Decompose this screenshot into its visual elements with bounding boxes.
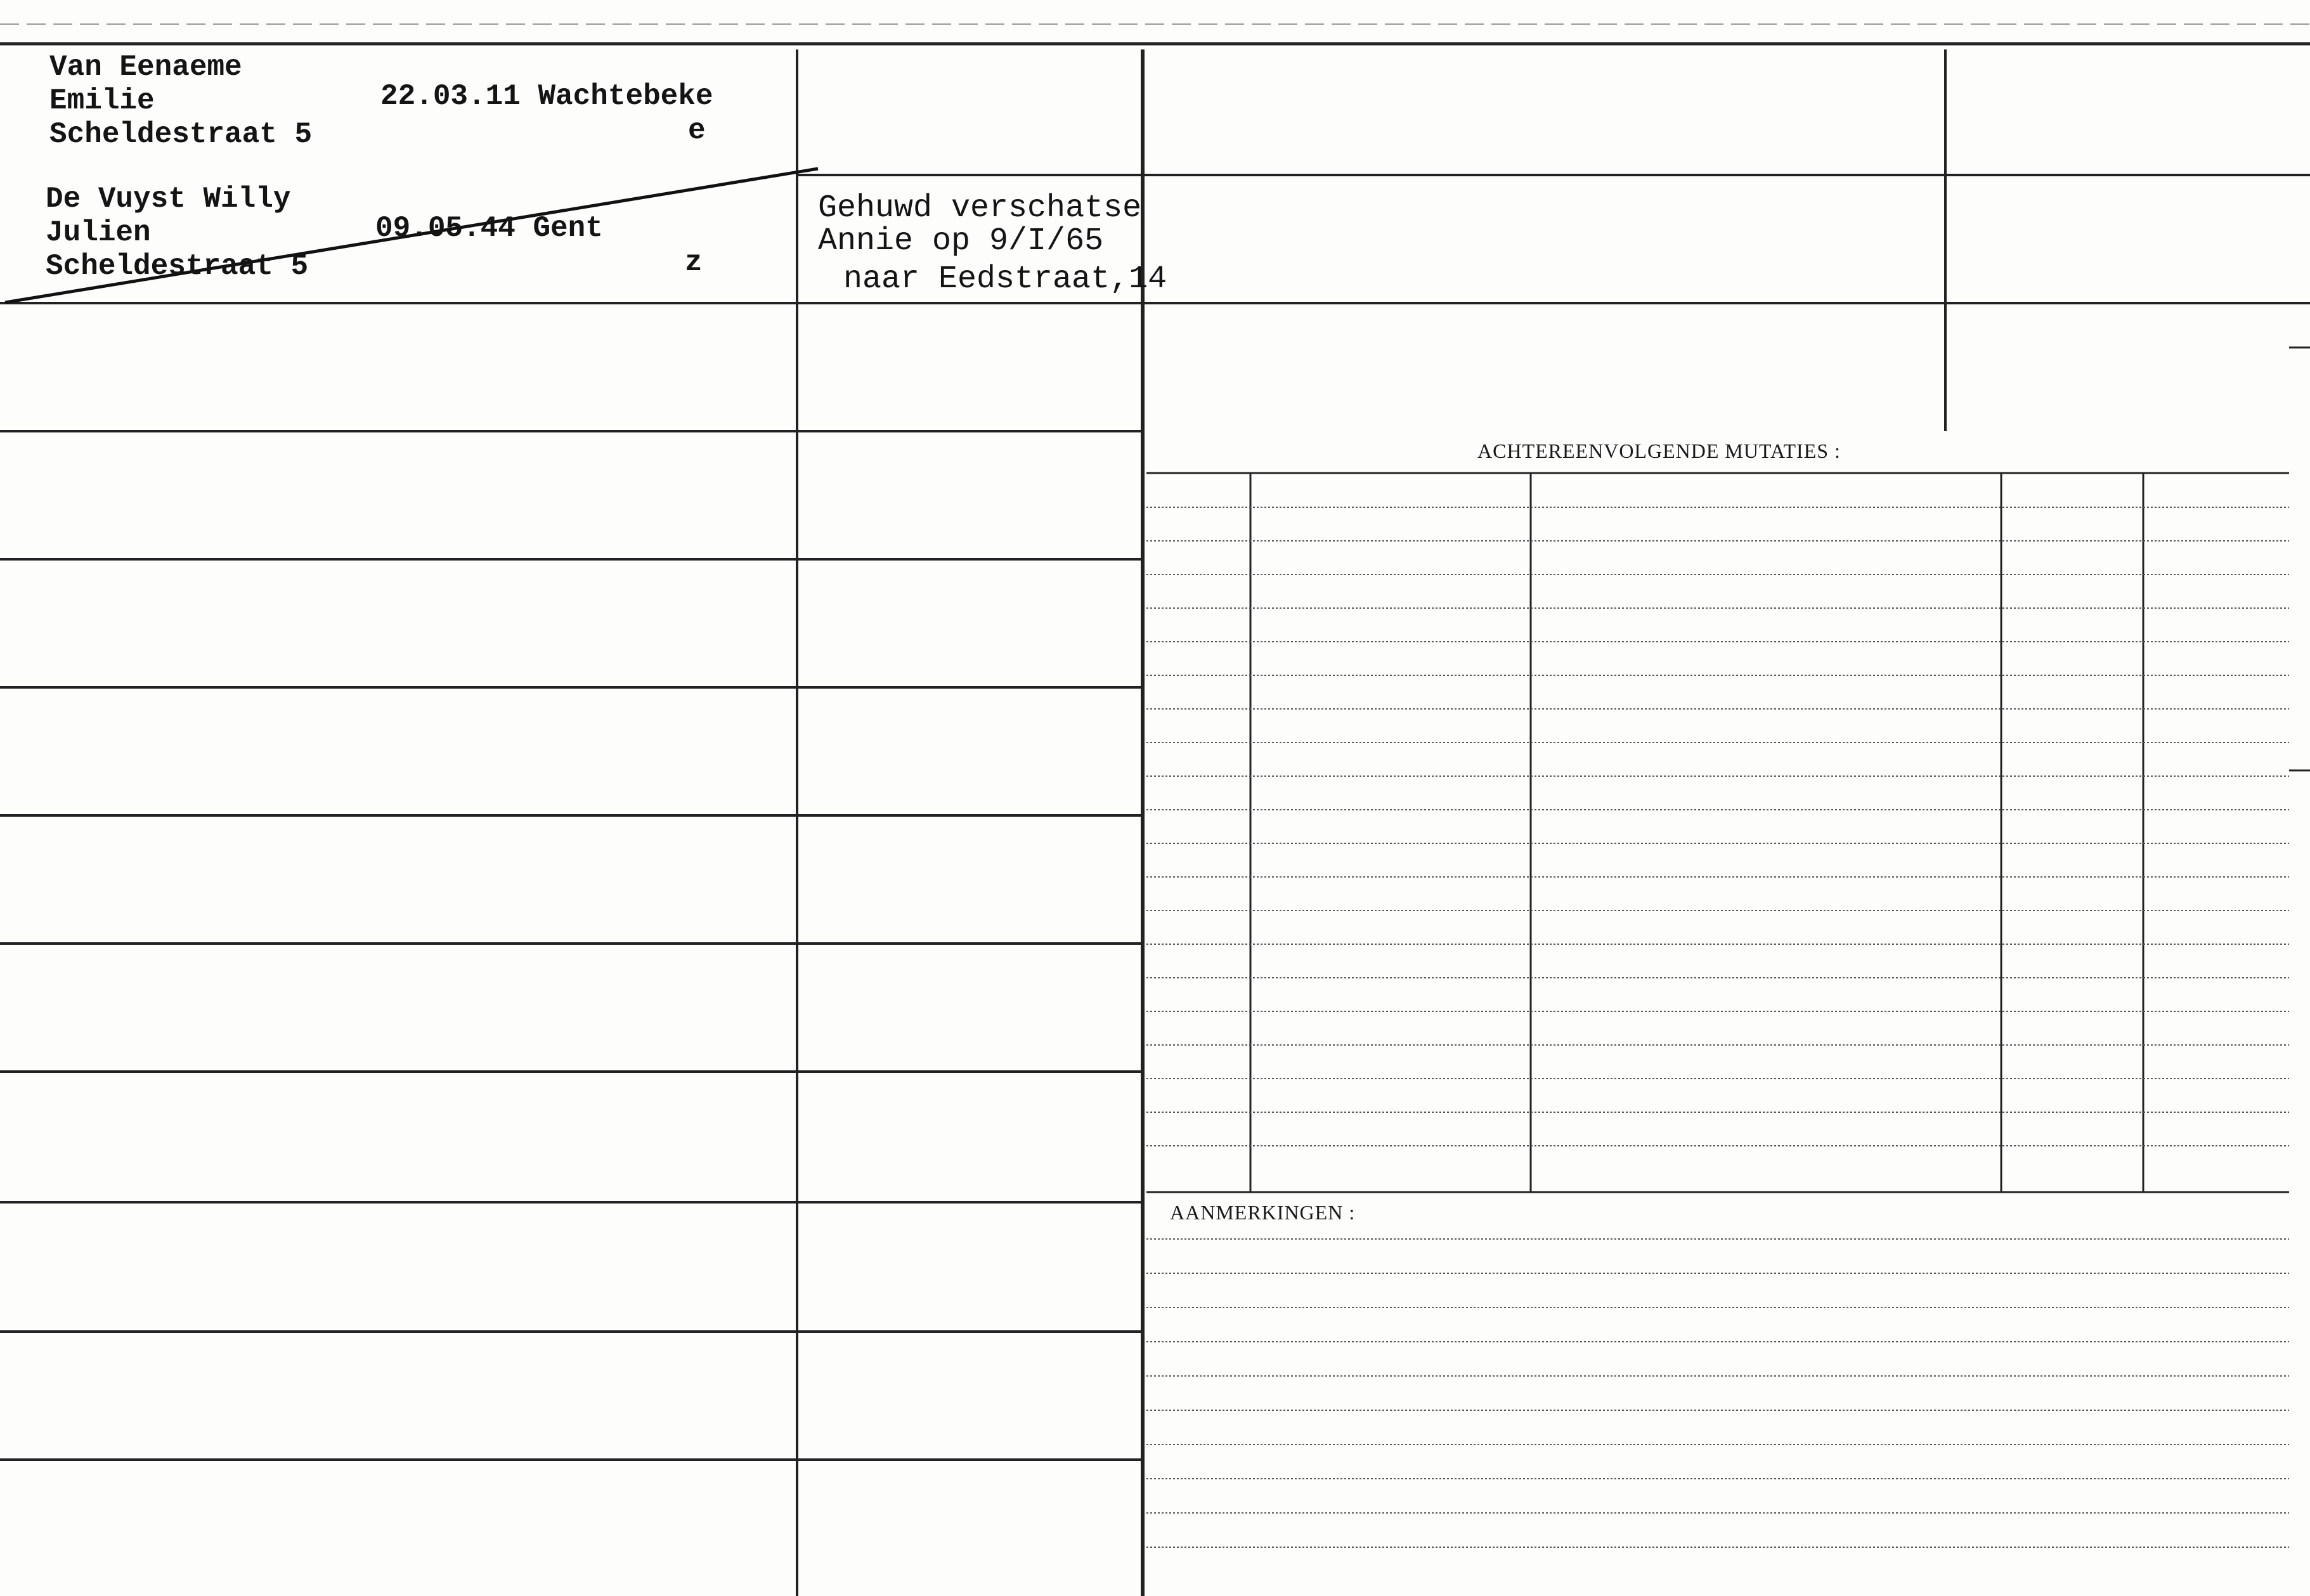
row-1-address: Scheldestraat 5	[49, 118, 313, 151]
remarks-heading: AANMERKINGEN :	[1170, 1201, 1356, 1224]
row-2-remark-line-2: Annie op 9/I/65	[818, 223, 1104, 259]
row-2-remark-line-1: Gehuwd verschatse	[818, 190, 1142, 226]
row-1-surname: Van Eenaeme	[49, 51, 242, 84]
row-2-remark-line-3: naar Eedstraat,14	[843, 261, 1167, 297]
row-2-surname: De Vuyst Willy	[46, 183, 291, 216]
row-1-mark: e	[688, 114, 706, 147]
mutations-heading: ACHTEREENVOLGENDE MUTATIES :	[1477, 439, 1841, 462]
row-2-address: Scheldestraat 5	[46, 250, 309, 283]
row-2-given-names: Julien	[46, 216, 151, 249]
row-1-given-names: Emilie	[49, 84, 155, 117]
row-2-birth: 09.05.44 Gent	[375, 212, 603, 245]
row-1-birth: 22.03.11 Wachtebeke	[380, 80, 713, 113]
row-2-mark: z	[685, 246, 703, 279]
